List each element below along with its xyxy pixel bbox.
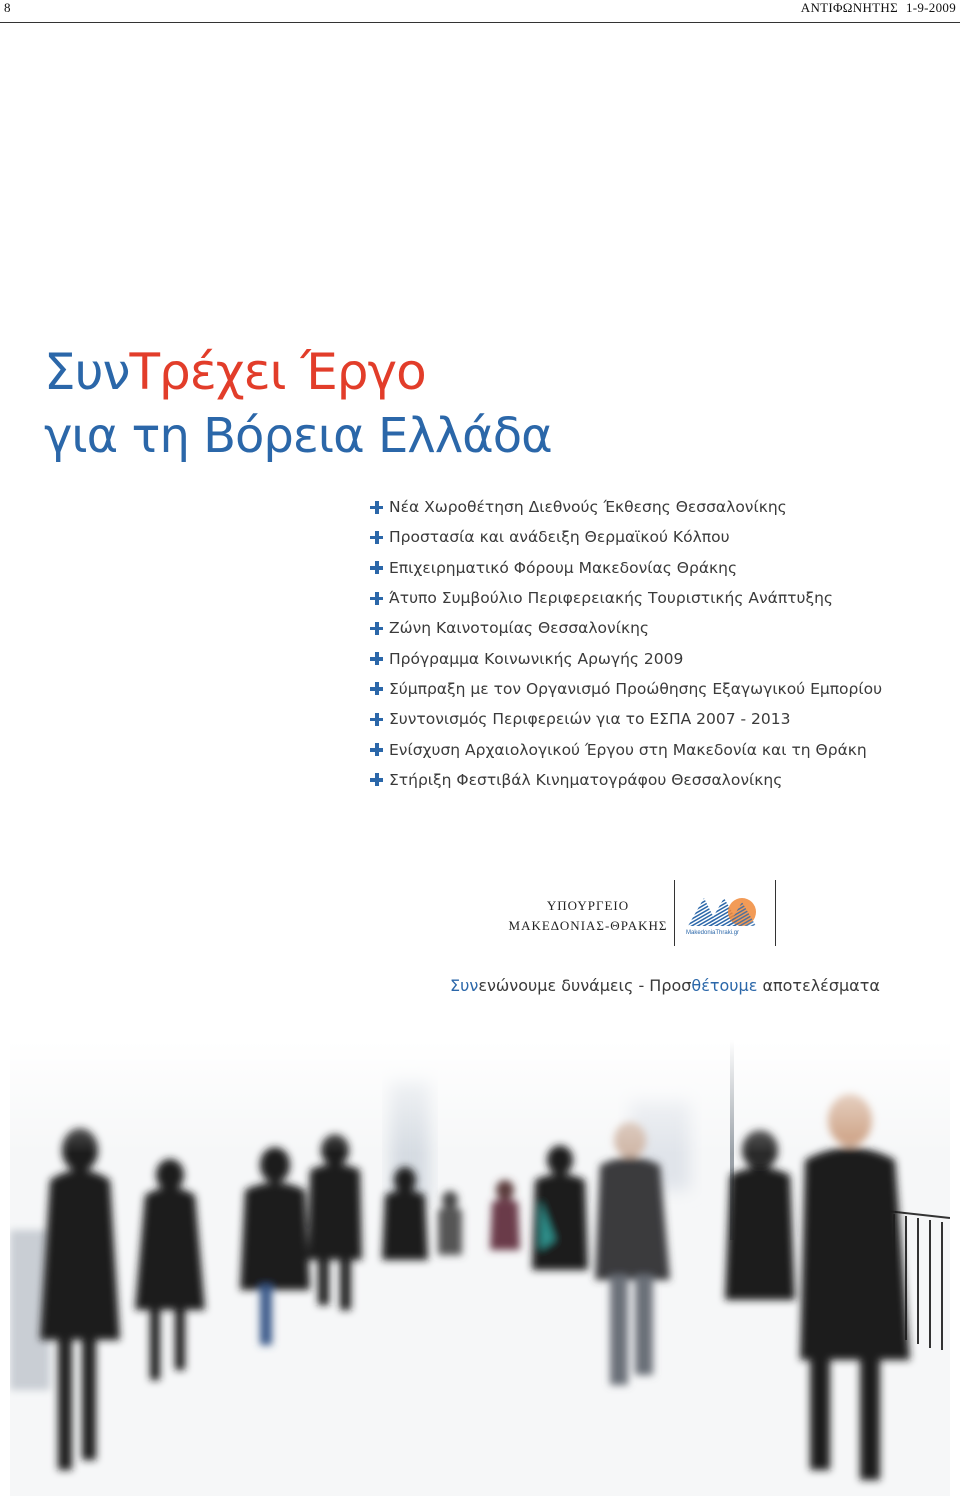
headline-line-2: για τη Βόρεια Ελλάδα [44, 408, 552, 464]
header-info [793, 0, 956, 16]
headline-trexei-ergo: Τρέχει Έργο [129, 343, 426, 401]
feature-item [370, 734, 882, 764]
feature-text: Συντονισμός Περιφερειών για το ΕΣΠΑ 2007 - 2013 [389, 710, 791, 729]
feature-item [370, 492, 882, 522]
feature-item [370, 583, 882, 613]
plus-icon [370, 622, 383, 635]
headline-syn: Συν [44, 343, 130, 401]
issue-date: 1-9-2009 [905, 0, 956, 15]
feature-text: Ενίσχυση Αρχαιολογικού Έργου στη Μακεδονία και τη Θράκη [389, 740, 867, 759]
ministry-logo [508, 896, 668, 936]
ministry-line-2: ΜΑΚΕΔΟΝΙΑΣ-ΘΡΑΚΗΣ [508, 918, 668, 933]
feature-text: Νέα Χωροθέτηση Διεθνούς Έκθεσης Θεσσαλονίκης [389, 498, 787, 517]
sponsor-logos [500, 878, 790, 948]
plus-icon [370, 713, 383, 726]
feature-item [370, 643, 882, 673]
feature-item [370, 613, 882, 643]
feature-item [370, 674, 882, 704]
feature-item [370, 765, 882, 795]
feature-text: Πρόγραμμα Κοινωνικής Αρωγής 2009 [389, 649, 684, 668]
feature-list [370, 492, 882, 795]
plus-icon [370, 501, 383, 514]
feature-text: Επιχειρηματικό Φόρουμ Μακεδονίας Θράκης [389, 558, 738, 577]
slogan-part-4: αποτελέσματα [757, 976, 880, 995]
feature-text: Σύμπραξη με τον Οργανισμό Προώθησης Εξαγωγικού Εμπορίου [389, 679, 883, 698]
plus-icon [370, 682, 383, 695]
plus-icon [370, 592, 383, 605]
feature-text: Στήριξη Φεστιβάλ Κινηματογράφου Θεσσαλονίκης [389, 770, 783, 789]
crowd-photo [10, 1040, 950, 1496]
slogan-part-1: Συν [450, 976, 479, 995]
feature-text: Προστασία και ανάδειξη Θερμαϊκού Κόλπου [389, 528, 730, 547]
slogan-part-3: θέτουμε [691, 976, 758, 995]
page-header [0, 0, 960, 23]
plus-icon [370, 531, 383, 544]
slogan-part-2: ενώνουμε δυνάμεις - Προσ [478, 976, 692, 995]
plus-icon [370, 561, 383, 574]
mm-caption: MakedoniaThraki.gr [686, 930, 740, 936]
feature-item [370, 522, 882, 552]
feature-text: Ζώνη Καινοτομίας Θεσσαλονίκης [389, 619, 649, 638]
logo-divider-right [775, 880, 776, 946]
feature-item [370, 553, 882, 583]
logo-divider-left [674, 880, 675, 946]
ministry-line-1: ΥΠΟΥΡΓΕΙΟ [546, 898, 630, 913]
page-number: 8 [4, 0, 11, 15]
feature-text: Άτυπο Συμβούλιο Περιφερειακής Τουριστικής Ανάπτυξης [389, 589, 834, 608]
slogan [450, 976, 880, 995]
publication-name: ΑΝΤΙΦΩΝΗΤΗΣ [800, 0, 898, 15]
plus-icon [370, 652, 383, 665]
feature-item [370, 704, 882, 734]
plus-icon [370, 743, 383, 756]
headline-line-1 [44, 340, 552, 404]
plus-icon [370, 773, 383, 786]
ad-headline [44, 340, 552, 468]
